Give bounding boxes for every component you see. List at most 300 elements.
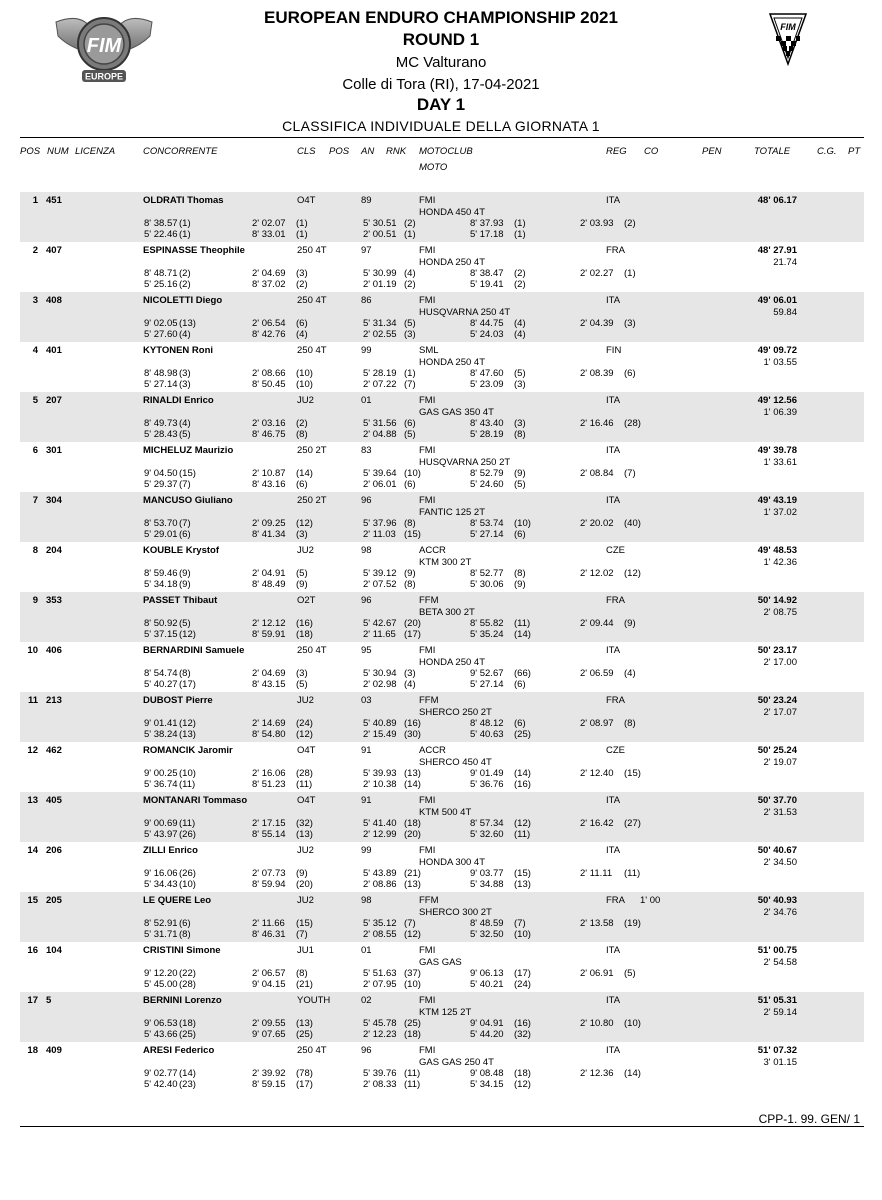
row-club: FMI bbox=[419, 995, 436, 1006]
split-time: 8' 55.14 bbox=[252, 829, 286, 840]
row-name: MONTANARI Tommaso bbox=[143, 795, 248, 806]
split-rank: (3) bbox=[404, 329, 416, 340]
split-rank: (3) bbox=[514, 418, 526, 429]
day-label: DAY 1 bbox=[416, 95, 466, 114]
split-rank: (3) bbox=[179, 379, 191, 390]
split-rank: (6) bbox=[179, 918, 191, 929]
row-cls: O2T bbox=[297, 595, 316, 606]
row-cls: 250 2T bbox=[297, 495, 327, 506]
split-time: 5' 30.94 bbox=[363, 668, 397, 679]
split-time: 2' 11.03 bbox=[363, 529, 396, 540]
row-cls: YOUTH bbox=[297, 995, 331, 1006]
row-moto: HONDA 250 4T bbox=[419, 257, 485, 268]
row-gap: 2' 17.07 bbox=[763, 707, 797, 718]
split-rank: (5) bbox=[514, 479, 526, 490]
split-rank: (19) bbox=[624, 918, 641, 929]
split-rank: (1) bbox=[296, 218, 308, 229]
col-pos2: POS bbox=[329, 146, 350, 157]
split-rank: (16) bbox=[514, 1018, 531, 1029]
split-time: 5' 29.37 bbox=[144, 479, 178, 490]
footer-code: CPP-1. 99. GEN/ 1 bbox=[758, 1112, 860, 1126]
split-time: 8' 53.70 bbox=[144, 518, 178, 529]
row-pos: 9 bbox=[32, 595, 38, 606]
col-an: AN bbox=[361, 146, 375, 157]
row-an: 91 bbox=[361, 745, 372, 756]
split-rank: (25) bbox=[296, 1029, 313, 1040]
split-time: 2' 08.55 bbox=[363, 929, 397, 940]
split-time: 2' 07.73 bbox=[252, 868, 286, 879]
split-time: 8' 46.75 bbox=[252, 429, 286, 440]
split-rank: (32) bbox=[296, 818, 313, 829]
split-rank: (25) bbox=[514, 729, 531, 740]
row-num: 207 bbox=[46, 395, 62, 406]
split-rank: (2) bbox=[514, 268, 526, 279]
row-pos: 1 bbox=[32, 195, 38, 206]
table-row bbox=[20, 542, 864, 592]
footer-divider bbox=[20, 1126, 864, 1127]
split-rank: (66) bbox=[514, 668, 531, 679]
split-time: 8' 47.60 bbox=[470, 368, 504, 379]
split-time: 5' 31.56 bbox=[363, 418, 397, 429]
row-cls: JU1 bbox=[297, 945, 314, 956]
split-rank: (15) bbox=[514, 868, 531, 879]
row-reg: ITA bbox=[606, 845, 621, 856]
row-num: 205 bbox=[46, 895, 62, 906]
row-gap: 2' 08.75 bbox=[763, 607, 797, 618]
split-rank: (3) bbox=[296, 668, 308, 679]
split-time: 2' 00.51 bbox=[363, 229, 397, 240]
row-moto: SHERCO 300 2T bbox=[419, 907, 492, 918]
split-time: 8' 54.80 bbox=[252, 729, 286, 740]
row-moto: GAS GAS bbox=[419, 957, 462, 968]
split-rank: (10) bbox=[624, 1018, 641, 1029]
col-cls: CLS bbox=[297, 146, 316, 157]
split-rank: (78) bbox=[296, 1068, 313, 1079]
row-reg: ITA bbox=[606, 945, 621, 956]
split-rank: (3) bbox=[296, 529, 308, 540]
row-club: FMI bbox=[419, 945, 436, 956]
split-rank: (8) bbox=[296, 429, 308, 440]
row-an: 01 bbox=[361, 395, 372, 406]
split-rank: (3) bbox=[179, 368, 191, 379]
split-time: 9' 00.25 bbox=[144, 768, 178, 779]
col-pos: POS bbox=[20, 146, 41, 157]
split-time: 8' 42.76 bbox=[252, 329, 286, 340]
split-time: 8' 37.02 bbox=[252, 279, 286, 290]
split-rank: (18) bbox=[179, 1018, 196, 1029]
row-cls: 250 4T bbox=[297, 245, 327, 256]
split-rank: (10) bbox=[296, 379, 313, 390]
split-rank: (27) bbox=[624, 818, 641, 829]
split-time: 5' 40.89 bbox=[363, 718, 397, 729]
split-time: 9' 02.05 bbox=[144, 318, 178, 329]
split-time: 8' 52.79 bbox=[470, 468, 504, 479]
split-rank: (22) bbox=[179, 968, 196, 979]
split-rank: (5) bbox=[179, 618, 191, 629]
row-name: BERNARDINI Samuele bbox=[143, 645, 245, 656]
split-rank: (8) bbox=[179, 668, 191, 679]
split-time: 2' 16.42 bbox=[580, 818, 614, 829]
split-time: 5' 40.21 bbox=[470, 979, 504, 990]
row-reg: ITA bbox=[606, 395, 621, 406]
split-rank: (11) bbox=[296, 779, 313, 790]
split-rank: (4) bbox=[624, 668, 636, 679]
row-an: 99 bbox=[361, 845, 372, 856]
row-reg: FIN bbox=[606, 345, 622, 356]
split-rank: (28) bbox=[179, 979, 196, 990]
split-time: 2' 12.12 bbox=[252, 618, 286, 629]
split-rank: (18) bbox=[514, 1068, 531, 1079]
split-rank: (10) bbox=[296, 368, 313, 379]
row-club: FMI bbox=[419, 1045, 436, 1056]
split-time: 2' 11.11 bbox=[580, 868, 613, 879]
row-cls: 250 4T bbox=[297, 645, 327, 656]
place-date-label: Colle di Tora (RI), 17-04-2021 bbox=[342, 76, 540, 93]
header-divider bbox=[20, 137, 864, 138]
split-rank: (15) bbox=[179, 468, 196, 479]
split-rank: (4) bbox=[179, 329, 191, 340]
split-rank: (4) bbox=[404, 679, 416, 690]
row-an: 86 bbox=[361, 295, 372, 306]
row-reg: FRA bbox=[606, 895, 625, 906]
split-rank: (16) bbox=[514, 779, 531, 790]
row-club: FMI bbox=[419, 195, 436, 206]
split-rank: (30) bbox=[404, 729, 421, 740]
split-time: 5' 42.67 bbox=[363, 618, 397, 629]
split-time: 2' 20.02 bbox=[580, 518, 614, 529]
split-rank: (1) bbox=[179, 218, 191, 229]
split-rank: (12) bbox=[404, 929, 421, 940]
split-time: 2' 12.36 bbox=[580, 1068, 614, 1079]
row-gap: 1' 33.61 bbox=[763, 457, 797, 468]
row-num: 462 bbox=[46, 745, 62, 756]
split-time: 5' 39.12 bbox=[363, 568, 397, 579]
split-rank: (6) bbox=[179, 529, 191, 540]
split-rank: (6) bbox=[514, 529, 526, 540]
split-time: 5' 35.12 bbox=[363, 918, 397, 929]
table-row bbox=[20, 492, 864, 542]
row-num: 405 bbox=[46, 795, 62, 806]
row-num: 213 bbox=[46, 695, 62, 706]
row-total: 49' 43.19 bbox=[757, 495, 797, 506]
row-num: 353 bbox=[46, 595, 62, 606]
col-co: CO bbox=[644, 146, 659, 157]
split-rank: (10) bbox=[179, 768, 196, 779]
split-time: 2' 06.54 bbox=[252, 318, 286, 329]
split-time: 9' 12.20 bbox=[144, 968, 178, 979]
split-rank: (2) bbox=[624, 218, 636, 229]
split-time: 5' 38.24 bbox=[144, 729, 178, 740]
row-cls: JU2 bbox=[297, 545, 314, 556]
split-time: 9' 03.77 bbox=[470, 868, 504, 879]
split-rank: (4) bbox=[404, 268, 416, 279]
row-gap: 2' 19.07 bbox=[763, 757, 797, 768]
row-moto: HONDA 250 4T bbox=[419, 657, 485, 668]
row-moto: FANTIC 125 2T bbox=[419, 507, 485, 518]
split-rank: (3) bbox=[514, 379, 526, 390]
row-total: 51' 05.31 bbox=[757, 995, 797, 1006]
split-time: 5' 27.14 bbox=[470, 529, 504, 540]
split-rank: (2) bbox=[179, 268, 191, 279]
row-cls: 250 4T bbox=[297, 295, 327, 306]
split-rank: (28) bbox=[624, 418, 641, 429]
split-rank: (14) bbox=[179, 1068, 196, 1079]
row-reg: FRA bbox=[606, 595, 625, 606]
split-time: 5' 28.19 bbox=[470, 429, 504, 440]
row-gap: 2' 59.14 bbox=[763, 1007, 797, 1018]
split-time: 8' 43.16 bbox=[252, 479, 286, 490]
split-time: 9' 00.69 bbox=[144, 818, 178, 829]
svg-text:FIM: FIM bbox=[86, 35, 122, 57]
row-total: 48' 06.17 bbox=[757, 195, 797, 206]
split-time: 5' 31.71 bbox=[144, 929, 178, 940]
split-time: 2' 09.44 bbox=[580, 618, 614, 629]
split-time: 5' 34.43 bbox=[144, 879, 178, 890]
split-time: 5' 35.24 bbox=[470, 629, 504, 640]
table-row bbox=[20, 442, 864, 492]
split-rank: (1) bbox=[404, 229, 416, 240]
col-pt: PT bbox=[848, 146, 861, 157]
row-moto: GAS GAS 350 4T bbox=[419, 407, 494, 418]
split-rank: (20) bbox=[404, 829, 421, 840]
row-moto: HUSQVARNA 250 4T bbox=[419, 307, 511, 318]
split-rank: (26) bbox=[179, 829, 196, 840]
row-pos: 3 bbox=[32, 295, 38, 306]
row-name: DUBOST Pierre bbox=[143, 695, 213, 706]
col-motoclub: MOTOCLUB bbox=[419, 146, 473, 157]
split-time: 2' 03.93 bbox=[580, 218, 614, 229]
split-rank: (9) bbox=[514, 579, 526, 590]
table-row bbox=[20, 742, 864, 792]
row-name: LE QUERE Leo bbox=[143, 895, 212, 906]
table-row bbox=[20, 692, 864, 742]
col-reg: REG bbox=[606, 146, 627, 157]
col-concorrente: CONCORRENTE bbox=[143, 146, 218, 157]
split-rank: (4) bbox=[179, 418, 191, 429]
split-time: 5' 29.01 bbox=[144, 529, 178, 540]
split-rank: (2) bbox=[296, 418, 308, 429]
split-time: 8' 50.92 bbox=[144, 618, 178, 629]
table-row bbox=[20, 242, 864, 292]
row-total: 49' 12.56 bbox=[757, 395, 797, 406]
row-club: FFM bbox=[419, 595, 439, 606]
split-rank: (7) bbox=[514, 918, 526, 929]
split-time: 2' 06.01 bbox=[363, 479, 397, 490]
split-rank: (5) bbox=[514, 368, 526, 379]
split-time: 5' 19.41 bbox=[470, 279, 504, 290]
split-rank: (4) bbox=[514, 318, 526, 329]
row-pos: 16 bbox=[27, 945, 38, 956]
row-gap: 1' 42.36 bbox=[763, 557, 797, 568]
row-gap: 21.74 bbox=[773, 257, 797, 268]
split-rank: (18) bbox=[404, 818, 421, 829]
split-rank: (17) bbox=[296, 1079, 313, 1090]
split-time: 5' 34.18 bbox=[144, 579, 178, 590]
split-time: 8' 59.46 bbox=[144, 568, 178, 579]
split-time: 9' 52.67 bbox=[470, 668, 504, 679]
row-cls: 250 2T bbox=[297, 445, 327, 456]
split-time: 8' 57.34 bbox=[470, 818, 504, 829]
row-total: 49' 06.01 bbox=[757, 295, 797, 306]
split-time: 8' 43.40 bbox=[470, 418, 504, 429]
split-rank: (13) bbox=[404, 768, 421, 779]
split-time: 2' 07.22 bbox=[363, 379, 397, 390]
split-time: 5' 42.40 bbox=[144, 1079, 178, 1090]
split-rank: (11) bbox=[179, 818, 196, 829]
split-rank: (10) bbox=[514, 929, 531, 940]
split-time: 5' 30.51 bbox=[363, 218, 397, 229]
split-time: 2' 01.19 bbox=[363, 279, 397, 290]
split-time: 8' 52.77 bbox=[470, 568, 504, 579]
row-name: KYTONEN Roni bbox=[143, 345, 214, 356]
row-total: 50' 37.70 bbox=[757, 795, 797, 806]
table-row bbox=[20, 342, 864, 392]
row-reg: ITA bbox=[606, 1045, 621, 1056]
row-club: FFM bbox=[419, 895, 439, 906]
row-gap: 1' 37.02 bbox=[763, 507, 797, 518]
col-rnk: RNK bbox=[386, 146, 407, 157]
row-pos: 8 bbox=[32, 545, 38, 556]
split-rank: (6) bbox=[404, 479, 416, 490]
row-club: FMI bbox=[419, 845, 436, 856]
row-reg: CZE bbox=[606, 745, 625, 756]
row-club: FMI bbox=[419, 245, 436, 256]
split-rank: (7) bbox=[624, 468, 636, 479]
split-time: 5' 32.50 bbox=[470, 929, 504, 940]
row-name: PASSET Thibaut bbox=[143, 595, 218, 606]
split-rank: (23) bbox=[179, 1079, 196, 1090]
split-rank: (13) bbox=[404, 879, 421, 890]
row-gap: 59.84 bbox=[773, 307, 797, 318]
row-cls: JU2 bbox=[297, 395, 314, 406]
split-time: 5' 41.40 bbox=[363, 818, 397, 829]
split-rank: (2) bbox=[404, 279, 416, 290]
split-time: 2' 04.69 bbox=[252, 668, 286, 679]
split-rank: (9) bbox=[404, 568, 416, 579]
split-rank: (25) bbox=[404, 1018, 421, 1029]
split-rank: (11) bbox=[514, 829, 531, 840]
split-time: 9' 08.48 bbox=[470, 1068, 504, 1079]
row-an: 03 bbox=[361, 695, 372, 706]
split-time: 2' 09.55 bbox=[252, 1018, 286, 1029]
split-rank: (21) bbox=[296, 979, 313, 990]
split-rank: (7) bbox=[404, 918, 416, 929]
row-an: 98 bbox=[361, 895, 372, 906]
table-row bbox=[20, 642, 864, 692]
split-time: 2' 02.98 bbox=[363, 679, 397, 690]
split-time: 2' 09.25 bbox=[252, 518, 286, 529]
split-time: 2' 02.27 bbox=[580, 268, 614, 279]
split-rank: (14) bbox=[624, 1068, 641, 1079]
split-rank: (18) bbox=[404, 1029, 421, 1040]
split-rank: (16) bbox=[296, 618, 313, 629]
split-time: 9' 04.91 bbox=[470, 1018, 504, 1029]
split-time: 5' 37.15 bbox=[144, 629, 178, 640]
row-club: FMI bbox=[419, 645, 436, 656]
split-time: 9' 06.13 bbox=[470, 968, 504, 979]
row-name: MANCUSO Giuliano bbox=[143, 495, 233, 506]
split-time: 5' 17.18 bbox=[470, 229, 504, 240]
split-time: 5' 40.63 bbox=[470, 729, 504, 740]
split-time: 8' 54.74 bbox=[144, 668, 178, 679]
row-gap: 2' 17.00 bbox=[763, 657, 797, 668]
split-rank: (8) bbox=[404, 518, 416, 529]
row-total: 51' 07.32 bbox=[757, 1045, 797, 1056]
split-rank: (6) bbox=[404, 418, 416, 429]
split-time: 5' 28.43 bbox=[144, 429, 178, 440]
row-club: FMI bbox=[419, 495, 436, 506]
split-time: 8' 43.15 bbox=[252, 679, 286, 690]
split-rank: (20) bbox=[296, 879, 313, 890]
row-moto: HONDA 250 4T bbox=[419, 357, 485, 368]
col-moto: MOTO bbox=[419, 162, 448, 173]
split-rank: (8) bbox=[296, 968, 308, 979]
row-pos: 13 bbox=[27, 795, 38, 806]
split-time: 5' 24.60 bbox=[470, 479, 504, 490]
split-time: 2' 13.58 bbox=[580, 918, 614, 929]
row-name: ROMANCIK Jaromir bbox=[143, 745, 233, 756]
row-total: 50' 23.24 bbox=[757, 695, 797, 706]
split-time: 8' 49.73 bbox=[144, 418, 178, 429]
row-pos: 10 bbox=[27, 645, 38, 656]
split-time: 9' 01.41 bbox=[144, 718, 178, 729]
split-time: 5' 51.63 bbox=[363, 968, 397, 979]
split-time: 8' 48.59 bbox=[470, 918, 504, 929]
row-an: 89 bbox=[361, 195, 372, 206]
split-rank: (12) bbox=[624, 568, 641, 579]
row-gap: 2' 54.58 bbox=[763, 957, 797, 968]
split-time: 5' 45.78 bbox=[363, 1018, 397, 1029]
split-rank: (14) bbox=[296, 468, 313, 479]
row-an: 95 bbox=[361, 645, 372, 656]
svg-text:EUROPE: EUROPE bbox=[84, 71, 124, 82]
row-num: 406 bbox=[46, 645, 62, 656]
split-rank: (13) bbox=[296, 1018, 313, 1029]
split-rank: (6) bbox=[514, 718, 526, 729]
split-rank: (6) bbox=[296, 479, 308, 490]
table-row bbox=[20, 1042, 864, 1092]
split-time: 2' 08.66 bbox=[252, 368, 286, 379]
split-rank: (13) bbox=[514, 879, 531, 890]
split-rank: (12) bbox=[296, 729, 313, 740]
row-name: BERNINI Lorenzo bbox=[143, 995, 222, 1006]
split-time: 5' 34.15 bbox=[470, 1079, 504, 1090]
row-reg: FRA bbox=[606, 695, 625, 706]
split-time: 9' 16.06 bbox=[144, 868, 178, 879]
split-rank: (1) bbox=[514, 218, 526, 229]
split-time: 2' 06.57 bbox=[252, 968, 286, 979]
split-rank: (5) bbox=[404, 318, 416, 329]
split-rank: (8) bbox=[179, 929, 191, 940]
split-rank: (11) bbox=[404, 1068, 421, 1079]
split-time: 5' 27.14 bbox=[144, 379, 178, 390]
split-time: 2' 08.33 bbox=[363, 1079, 397, 1090]
split-rank: (9) bbox=[179, 568, 191, 579]
row-pos: 4 bbox=[32, 345, 38, 356]
split-rank: (32) bbox=[514, 1029, 531, 1040]
split-time: 2' 03.16 bbox=[252, 418, 286, 429]
row-name: RINALDI Enrico bbox=[143, 395, 214, 406]
split-time: 2' 11.66 bbox=[252, 918, 285, 929]
row-an: 91 bbox=[361, 795, 372, 806]
row-pos: 14 bbox=[27, 845, 38, 856]
split-time: 5' 36.74 bbox=[144, 779, 178, 790]
table-row bbox=[20, 842, 864, 892]
row-name: ZILLI Enrico bbox=[143, 845, 198, 856]
split-rank: (10) bbox=[179, 879, 196, 890]
row-an: 96 bbox=[361, 595, 372, 606]
row-pos: 6 bbox=[32, 445, 38, 456]
